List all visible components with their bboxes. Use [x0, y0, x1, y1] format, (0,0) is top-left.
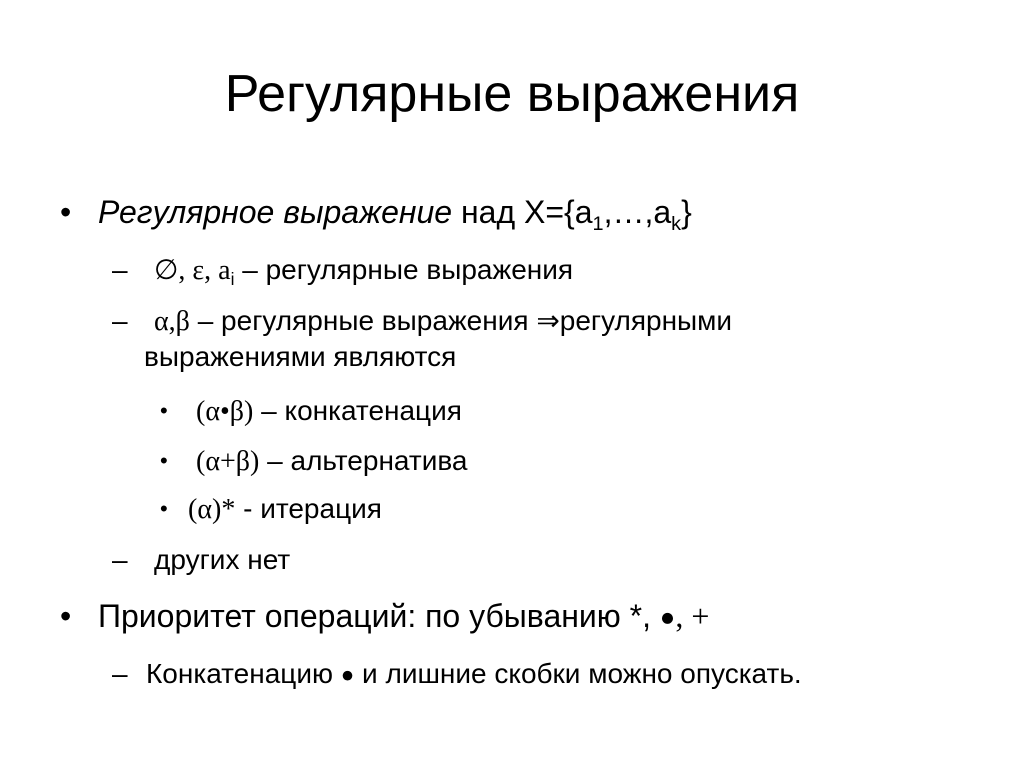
bullet-marker: • [160, 398, 168, 423]
bullet-marker: • [60, 598, 72, 634]
alternative-expression: (α+β) [196, 446, 260, 477]
bullet-marker: • [160, 448, 168, 473]
subscript-1: 1 [592, 212, 604, 235]
alternative-text: – альтернатива [259, 445, 468, 476]
dash-marker: – [112, 254, 128, 285]
concatenation-dot-symbol: ● [659, 603, 676, 632]
bullet-marker: • [160, 496, 168, 521]
dash-marker: – [112, 544, 128, 575]
omit-text-end: и лишние скобки можно опускать. [354, 658, 802, 689]
bullet-marker: • [60, 194, 72, 230]
subitem-alpha-beta-continued: выражениями являются [144, 341, 457, 372]
alpha-beta-result-text: регулярными [559, 305, 733, 336]
omit-text-start: Конкатенацию [146, 658, 341, 689]
slide-title: Регулярные выражения [224, 65, 800, 123]
term-regular-expression: Регулярное выражение [98, 194, 453, 230]
alpha-beta-text: – регулярные выражения [189, 305, 537, 336]
implies-symbol: ⇒ [536, 306, 560, 337]
concatenation-dot-symbol: ● [340, 661, 355, 687]
no-others-text: других нет [154, 544, 291, 575]
concatenation-text: – конкатенация [253, 395, 462, 426]
close-brace: } [681, 194, 692, 230]
subscript-i: i [230, 269, 235, 290]
iteration-text: - итерация [235, 493, 382, 524]
subscript-k: k [671, 212, 682, 235]
alpha-beta-symbols: α,β [154, 306, 190, 337]
concatenation-expression: (α•β) [196, 396, 254, 427]
priority-text: Приоритет операций: по убыванию *, [98, 598, 660, 634]
dash-marker: – [112, 305, 128, 336]
base-expressions-text: – регулярные выражения [234, 254, 574, 285]
ellipsis-text: ,…,a [603, 194, 672, 230]
over-x-text: над X={a [452, 194, 593, 230]
plus-symbol: , + [675, 598, 710, 634]
iteration-expression: (α)* [188, 494, 236, 525]
base-symbols: ∅, ε, a [154, 255, 231, 286]
dash-marker: – [112, 658, 128, 689]
